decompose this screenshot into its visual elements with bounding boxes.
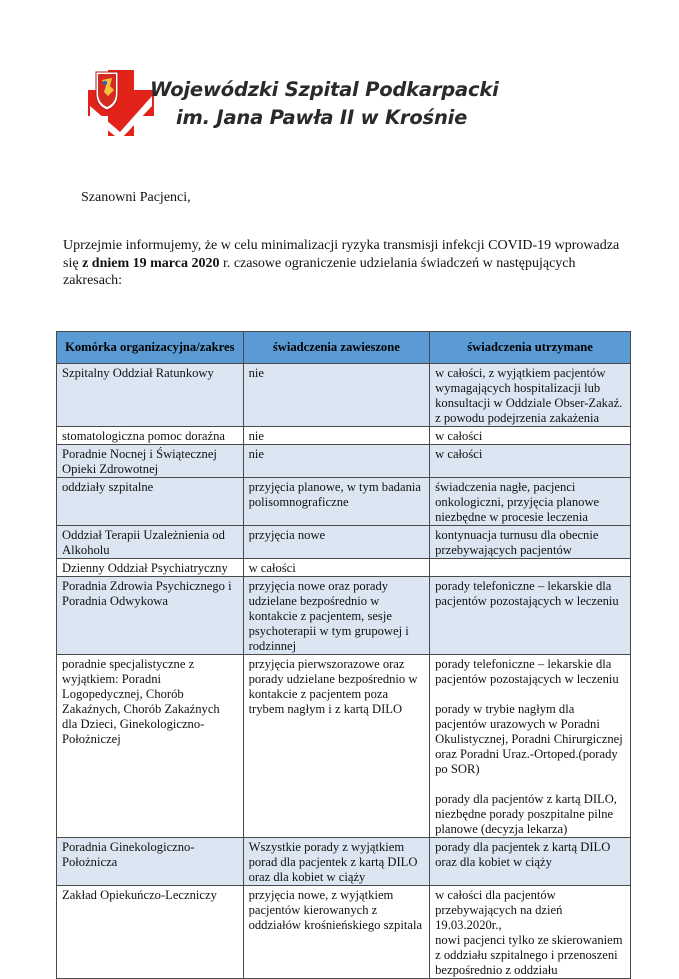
intro-text-part1: Uprzejmie informujemy, że w celu minimalizacji ryzyka transmisji infekcji COVID-19 wprowadza się: [63, 238, 620, 271]
column-header-kept: świadczenia utrzymane: [430, 332, 631, 364]
cell-suspended: przyjęcia pierwszorazowe oraz porady udzielane bezpośrednio w kontakcie z pacjentem poza trybem nagłym i z kartą DILO: [243, 655, 430, 838]
table-row: [57, 427, 631, 445]
table-row: [57, 577, 631, 655]
cell-suspended: przyjęcia nowe, z wyjątkiem pacjentów kierowanych z oddziałów krośnieńskiego szpitala: [243, 886, 430, 979]
cell-kept: [430, 886, 631, 979]
table-row: [57, 886, 631, 979]
kept-item: porady telefoniczne – lekarskie dla pacjentów pozostających w leczeniu: [435, 657, 619, 686]
cell-suspended: nie: [243, 427, 430, 445]
column-header-suspended: świadczenia zawieszone: [243, 332, 430, 364]
table-row: [57, 526, 631, 559]
cell-suspended: w całości: [243, 559, 430, 577]
hospital-name-line1: Wojewódzki Szpital Podkarpacki: [150, 78, 499, 101]
cell-kept: w całości: [430, 427, 631, 445]
cell-suspended: nie: [243, 445, 430, 478]
hospital-cross-coat-of-arms-icon: [86, 66, 156, 138]
hospital-logo: [86, 66, 156, 138]
cell-suspended: Wszystkie porady z wyjątkiem porad dla pacjentek z kartą DILO oraz dla kobiet w ciąży: [243, 838, 430, 886]
hospital-name-line2: im. Jana Pawła II w Krośnie: [176, 106, 468, 129]
table-header-row: [57, 332, 631, 364]
column-header-unit: Komórka organizacyjna/zakres: [57, 332, 244, 364]
cell-kept: porady dla pacjentek z kartą DILO oraz dla kobiet w ciąży: [430, 838, 631, 886]
cell-kept: [430, 559, 631, 577]
cell-unit: poradnie specjalistyczne z wyjątkiem: Poradni Logopedycznej, Chorób Zakaźnych, Chorób Zakaźnych dla Dzieci, Ginekologiczno-Położniczej: [57, 655, 244, 838]
table-row: [57, 478, 631, 526]
cell-unit: Poradnie Nocnej i Świątecznej Opieki Zdrowotnej: [57, 445, 244, 478]
cell-unit: oddziały szpitalne: [57, 478, 244, 526]
cell-suspended: przyjęcia nowe: [243, 526, 430, 559]
cell-unit: Szpitalny Oddział Ratunkowy: [57, 364, 244, 427]
services-table: [56, 331, 631, 979]
table-row: [57, 364, 631, 427]
table-row: [57, 838, 631, 886]
cell-unit: stomatologiczna pomoc doraźna: [57, 427, 244, 445]
kept-item: w całości dla pacjentów przebywających na dzień 19.03.2020r.,: [435, 888, 563, 932]
cell-suspended: nie: [243, 364, 430, 427]
cell-kept: porady telefoniczne – lekarskie dla pacjentów pozostających w leczeniu: [430, 577, 631, 655]
table-row: [57, 445, 631, 478]
cell-kept: w całości, z wyjątkiem pacjentów wymagających hospitalizacji lub konsultacji w Oddziale Obser-Zakaź. z powodu podejrzenia zakażenia: [430, 364, 631, 427]
kept-item: nowi pacjenci tylko ze skierowaniem z oddziału szpitalnego i przenoszeni bezpośrednio z oddziału: [435, 933, 623, 977]
cell-unit: Dzienny Oddział Psychiatryczny: [57, 559, 244, 577]
cell-unit: Poradnia Zdrowia Psychicznego i Poradnia Odwykowa: [57, 577, 244, 655]
hospital-name: [150, 76, 499, 132]
intro-effective-date: z dniem 19 marca 2020: [82, 255, 220, 271]
kept-item: porady w trybie nagłym dla pacjentów urazowych w Poradni Okulistycznej, Poradni Chirurgicznej oraz Poradni Uraz.-Ortoped.(porady po SOR): [435, 702, 623, 776]
cell-unit: Poradnia Ginekologiczno-Położnicza: [57, 838, 244, 886]
cell-kept: kontynuacja turnusu dla obecnie przebywających pacjentów: [430, 526, 631, 559]
cell-unit: Oddział Terapii Uzależnienia od Alkoholu: [57, 526, 244, 559]
cell-kept: w całości: [430, 445, 631, 478]
table-row: [57, 559, 631, 577]
letter-greeting: Szanowni Pacjenci,: [81, 190, 191, 205]
cell-suspended: przyjęcia nowe oraz porady udzielane bezpośrednio w kontakcie z pacjentem, sesje psychoterapii w tym grupowej i rodzinnej: [243, 577, 430, 655]
cell-suspended: przyjęcia planowe, w tym badania polisomnograficzne: [243, 478, 430, 526]
cell-kept: świadczenia nagłe, pacjenci onkologiczni, przyjęcia planowe niezbędne w procesie leczenia: [430, 478, 631, 526]
kept-item: porady dla pacjentów z kartą DILO, niezbędne porady poszpitalne pilne planowe (decyzja lekarza): [435, 792, 617, 836]
cell-kept: [430, 655, 631, 838]
letter-intro: [63, 237, 635, 290]
table-row: [57, 655, 631, 838]
intro-text-part2: r. czasowe ograniczenie udzielania świadczeń w następujących zakresach:: [63, 255, 576, 288]
cell-unit: Zakład Opiekuńczo-Leczniczy: [57, 886, 244, 979]
